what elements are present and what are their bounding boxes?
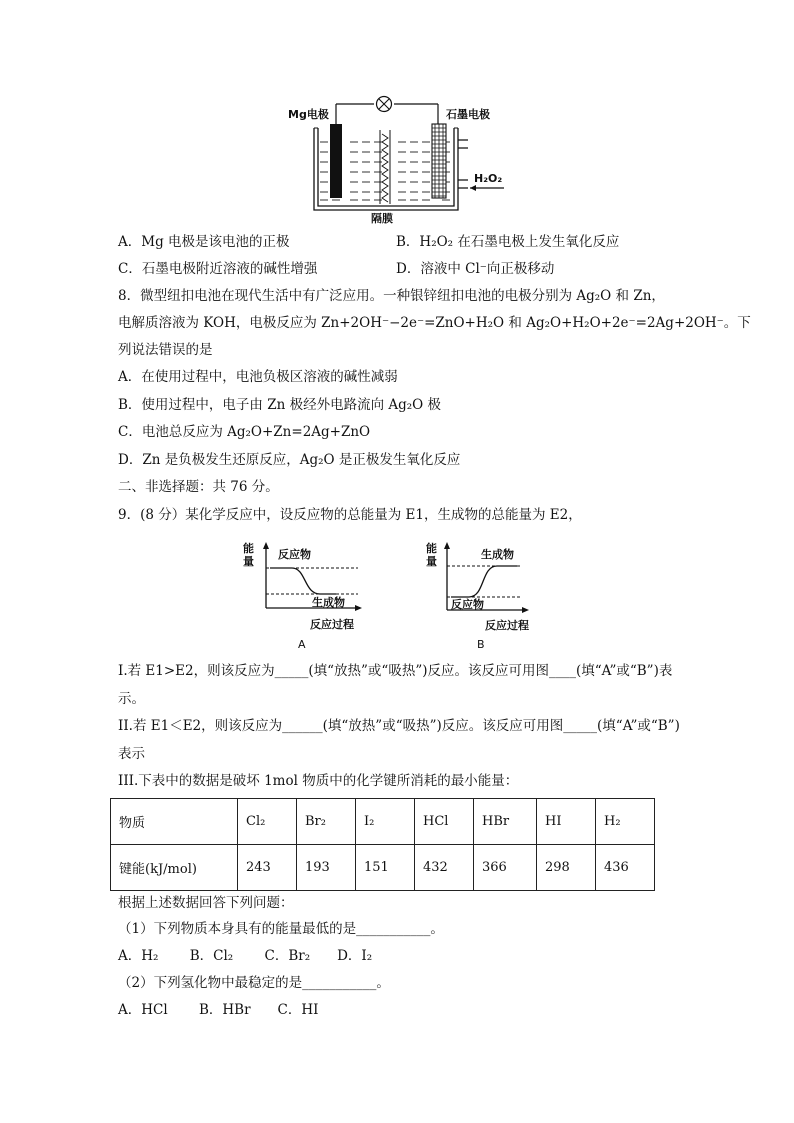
graph-a-product-label: 生成物 [312,596,345,609]
graph-a-y-label: 能量 [243,542,254,568]
graph-b-product-label: 生成物 [481,548,514,561]
mg-electrode [330,124,342,198]
q8-option-c: C．电池总反应为 Ag₂O+Zn=2Ag+ZnO [118,424,371,440]
table-cell: Cl₂ [238,799,297,845]
graph-b-y-label: 能量 [426,542,437,568]
q9-part2-line1: II.若 E1＜E2，则该反应为______(填“放热”或“吸热”)反应。该反应可用图_____(填“A”或“B”) [118,718,680,734]
table-cell: 物质 [111,799,238,845]
table-cell: 243 [238,845,297,891]
energy-curve-a [270,568,336,594]
q8-option-a: A．在使用过程中，电池负极区溶液的碱性减弱 [118,369,398,385]
graph-b-caption: B [477,638,485,651]
electrochemical-cell-figure [270,90,520,225]
q8-option-b: B．使用过程中，电子由 Zn 极经外电路流向 Ag₂O 极 [118,397,442,413]
table-cell: HI [537,799,596,845]
h2o2-label: H₂O₂ [474,172,503,185]
q9-part3: III.下表中的数据是破坏 1mol 物质中的化学键所消耗的最小能量： [118,773,519,789]
table-cell: 366 [474,845,537,891]
q8-stem-line1: 8．微型纽扣电池在现代生活中有广泛应用。一种银锌纽扣电池的电极分别为 Ag₂O 和 Zn， [118,288,665,304]
table-cell: 432 [415,845,474,891]
mg-electrode-label: Mg电极 [288,108,329,121]
energy-diagram-a [240,538,380,653]
q7-option-c: C．石墨电极附近溶液的碱性增强 [118,261,318,277]
q9-part1-line1: I.若 E1>E2，则该反应为_____(填“放热”或“吸热”)反应。该反应可用图____(填“A”或“B”)表 [118,663,673,679]
q7-option-a: A．Mg 电极是该电池的正极 [118,234,290,250]
energy-diagram-b [425,538,565,653]
q7-option-b: B．H₂O₂ 在石墨电极上发生氧化反应 [396,234,620,250]
table-header-row [111,799,655,845]
q9-sub2-options: A．HCl B．HBr C．HI [118,1002,319,1018]
table-cell: H₂ [596,799,655,845]
graphite-electrode-label: 石墨电极 [446,108,490,121]
q9-part2-line2: 表示 [118,746,145,762]
energy-curve-b [451,566,517,597]
membrane-label: 隔膜 [371,212,393,225]
graph-b-x-label: 反应过程 [485,619,529,632]
table-cell: I₂ [356,799,415,845]
graph-a-x-label: 反应过程 [310,618,354,631]
table-cell: Br₂ [297,799,356,845]
table-cell: 193 [297,845,356,891]
q9-stem: 9．(8 分）某化学反应中，设反应物的总能量为 E1，生成物的总能量为 E2， [118,507,582,523]
table-cell: 151 [356,845,415,891]
graph-a-caption: A [298,638,306,651]
graph-a-reactant-label: 反应物 [278,548,311,561]
q8-stem-line2: 电解质溶液为 KOH，电极反应为 Zn+2OH⁻−2e⁻=ZnO+H₂O 和 Ag₂O+H₂O+2e⁻=2Ag+2OH⁻。下 [118,315,751,331]
q9-sub2: （2）下列氢化物中最稳定的是___________。 [118,975,390,991]
q8-option-d: D．Zn 是负极发生还原反应，Ag₂O 是正极发生氧化反应 [118,452,461,468]
table-row [111,845,655,891]
q7-option-d: D．溶液中 Cl⁻向正极移动 [396,261,555,277]
lamp-icon [377,97,392,112]
section-heading: 二、非选择题：共 76 分。 [118,479,279,495]
q9-part1-line2: 示。 [118,691,145,707]
bond-energy-table [110,798,655,891]
table-cell: 298 [537,845,596,891]
table-cell: 436 [596,845,655,891]
table-cell: HCl [415,799,474,845]
q9-sub1: （1）下列物质本身具有的能量最低的是___________。 [118,921,444,937]
q9-sub1-options: A．H₂ B．Cl₂ C．Br₂ D．I₂ [118,948,373,964]
q8-stem-line3: 列说法错误的是 [118,342,213,358]
table-cell: 键能(kJ/mol) [111,845,238,891]
table-cell: HBr [474,799,537,845]
graph-b-reactant-label: 反应物 [451,598,484,611]
membrane [380,130,390,204]
graphite-electrode [432,124,446,198]
q9-intro: 根据上述数据回答下列问题： [118,895,294,911]
